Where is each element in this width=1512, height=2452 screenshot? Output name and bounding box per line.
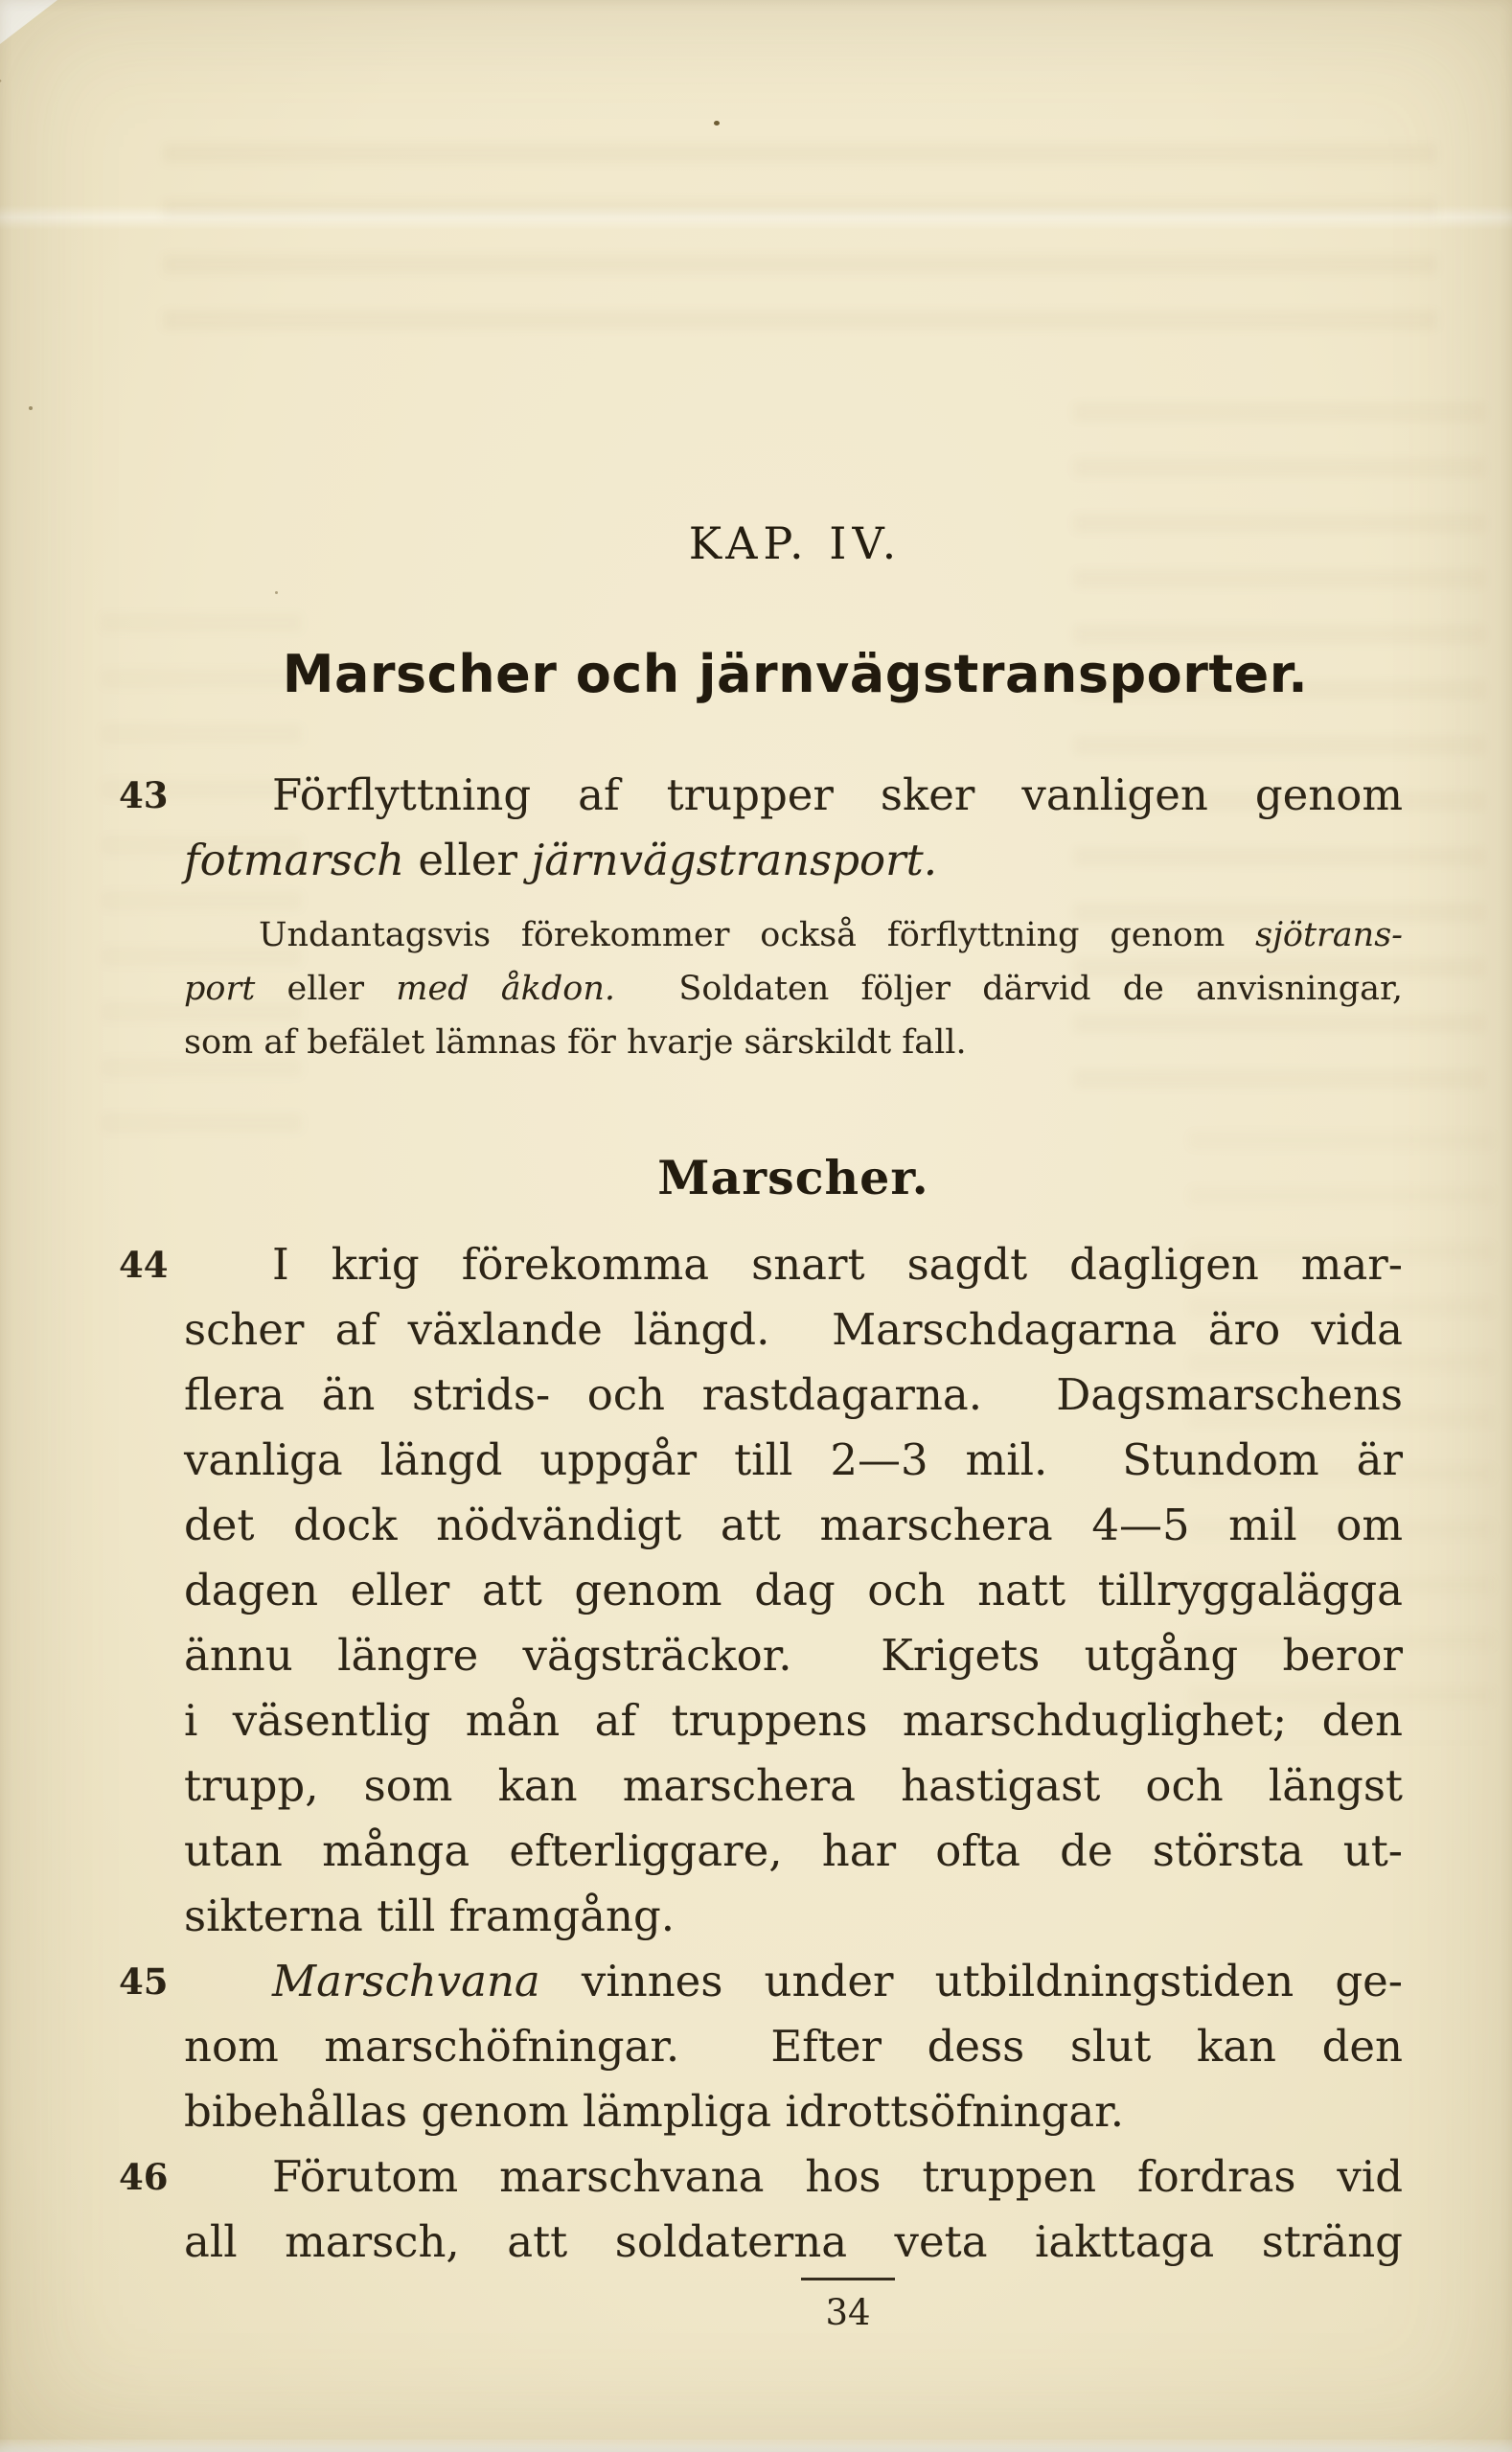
paragraph-44-text <box>184 1232 1403 1949</box>
text-line: utan många efterliggare, har ofta de största ut- <box>184 1825 1403 1876</box>
margin-number-44: 44 <box>119 1244 169 1286</box>
chapter-kicker: KAP. IV. <box>688 517 903 569</box>
scanner-bed-corner <box>0 0 57 44</box>
text-line: all marsch, att soldaterna veta iakttaga sträng <box>184 2216 1403 2267</box>
text-line: fotmarsch eller järnvägstransport. <box>184 835 938 885</box>
text-line: scher af växlande längd. Marschdagarna äro vida <box>184 1304 1403 1355</box>
text-line: Förflyttning af trupper sker vanligen genom <box>272 769 1403 820</box>
paragraph-46 <box>119 2144 1403 2275</box>
text-line: flera än strids- och rastdagarna. Dagsmarschens <box>184 1369 1403 1420</box>
paragraph-45-text <box>184 1949 1403 2144</box>
footer-rule <box>801 2278 895 2280</box>
paragraph-45 <box>119 1949 1403 2144</box>
text-line: Undantagsvis förekommer också förflyttning genom sjötrans- <box>259 916 1403 954</box>
paragraph-43-small-text <box>184 908 1403 1069</box>
chapter-title: Marscher och järnvägstransporter. <box>282 644 1309 704</box>
paper-fold-line <box>0 205 1512 230</box>
text-column <box>119 763 1404 2275</box>
text-line: det dock nödvändigt att marschera 4—5 mil om <box>184 1500 1403 1550</box>
text-line: Förutom marschvana hos truppen fordras vid <box>272 2151 1403 2202</box>
section-heading-marscher: Marscher. <box>657 1150 929 1205</box>
text-line: i väsentlig mån af truppens marschduglighet; den <box>184 1695 1403 1746</box>
text-line: port eller med åkdon. Soldaten följer därvid de anvisningar, <box>184 970 1404 1008</box>
paragraph-44 <box>119 1232 1403 1949</box>
text-line: I krig förekomma snart sagdt dagligen mar- <box>272 1239 1403 1290</box>
scanner-bed-edge <box>0 2440 1512 2452</box>
paragraph-43-main-text <box>184 763 1403 893</box>
paper-speck <box>714 121 720 126</box>
text-line: trupp, som kan marschera hastigast och längst <box>184 1760 1403 1811</box>
text-line: Marschvana vinnes under utbildningstiden ge- <box>272 1956 1403 2006</box>
text-line: ännu längre vägsträckor. Krigets utgång beror <box>184 1630 1403 1681</box>
paragraph-46-text <box>184 2144 1403 2275</box>
text-line: bibehållas genom lämpliga idrottsöfningar. <box>184 2086 1125 2137</box>
text-line: som af befälet lämnas för hvarje särskildt fall. <box>184 1023 967 1062</box>
margin-number-43: 43 <box>119 774 169 816</box>
text-line: sikterna till framgång. <box>184 1891 676 1941</box>
margin-number-46: 46 <box>119 2156 169 2198</box>
text-line: nom marschöfningar. Efter dess slut kan den <box>184 2021 1403 2072</box>
paper-speck <box>275 591 278 594</box>
paper-speck <box>29 406 33 410</box>
margin-number-45: 45 <box>119 1960 169 2003</box>
page-number: 34 <box>825 2292 871 2333</box>
text-line: vanliga längd uppgår till 2—3 mil. Stundom är <box>184 1434 1403 1485</box>
paragraph-43 <box>119 763 1404 1069</box>
verso-bleed-through <box>163 144 1437 364</box>
text-line: dagen eller att genom dag och natt tillryggalägga <box>184 1565 1403 1616</box>
